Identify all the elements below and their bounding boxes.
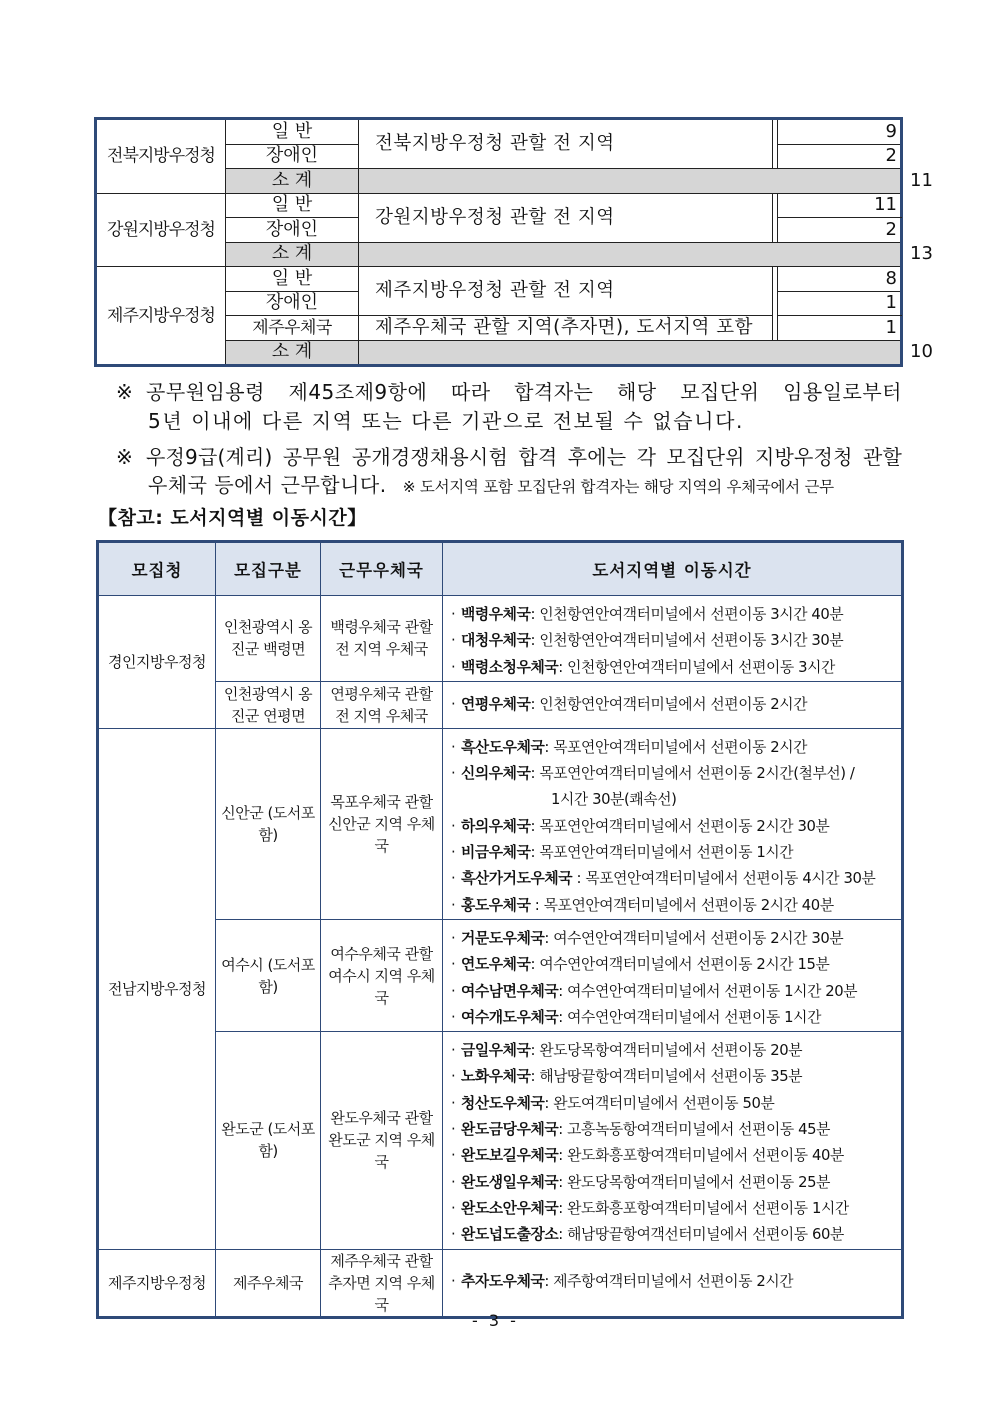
header-row [98, 542, 903, 596]
type-cell: 일 반 [226, 193, 359, 218]
org-cell: 제주지방우정청 [98, 1249, 216, 1317]
unit-cell: 여수시 (도서포함) [216, 919, 321, 1031]
travel-time-text: : 고흥녹동항여객터미널에서 선편이동 45분 [558, 1121, 830, 1139]
bullet-icon: · [451, 1273, 456, 1291]
list-item [451, 1143, 897, 1169]
post-office-name: 백령소청우체국 [461, 658, 559, 676]
count-cell: 2 [778, 144, 902, 169]
list-item [451, 602, 897, 628]
count-cell: 1 [778, 291, 902, 316]
bullet-icon: · [451, 956, 456, 974]
travel-list [443, 728, 903, 919]
table-row [98, 728, 903, 919]
list-item [451, 952, 897, 978]
travel-time-text: : 인천항연안여객터미널에서 선편이동 3시간 30분 [530, 632, 844, 650]
count-cell: 2 [778, 218, 902, 243]
bullet-icon: · [451, 606, 456, 623]
subtotal-label: 소 계 [226, 242, 359, 267]
table-row [98, 1032, 903, 1249]
post-office-name: 하의우체국 [461, 817, 531, 835]
travel-list [443, 919, 903, 1031]
type-cell: 일 반 [226, 267, 359, 292]
page-number: - 3 - [472, 1311, 519, 1330]
travel-time-text: : 목포연안여객터미널에서 선편이동 4시간 30분 [572, 870, 876, 888]
post-office-name: 완도보길우체국 [461, 1147, 559, 1165]
unit-cell: 완도군 (도서포함) [216, 1032, 321, 1249]
post-office-name: 대청우체국 [461, 632, 531, 650]
travel-time-text: : 목포연안여객터미널에서 선편이동 2시간(철부선) / [530, 765, 855, 783]
unit-cell: 인천광역시 옹진군 연평면 [216, 681, 321, 728]
list-item [451, 628, 897, 654]
travel-time-text: : 목포연안여객터미널에서 선편이동 2시간 30분 [530, 817, 830, 835]
subtotal-row: 소 계 10 [96, 340, 902, 366]
reference-mark: ※ [116, 380, 134, 404]
subtotal-row: 소 계 11 [96, 169, 902, 194]
travel-time-text: : 해남땅끝항여객터미널에서 선편이동 35분 [530, 1068, 803, 1086]
bullet-icon: · [451, 1008, 456, 1026]
list-item [451, 1064, 897, 1090]
bullet-icon: · [451, 817, 456, 835]
region-cell: 제주지방우정청 관할 전 지역 [359, 267, 773, 316]
office-cell: 완도우체국 관할 완도군 지역 우체국 [321, 1032, 443, 1249]
travel-time-text: : 목포연안여객터미널에서 선편이동 2시간 40분 [530, 896, 834, 914]
type-cell: 제주우체국 [226, 316, 359, 341]
office-cell: 연평우체국 관할 전 지역 우체국 [321, 681, 443, 728]
reference-mark: ※ [116, 445, 133, 469]
list-item [451, 1005, 897, 1031]
unit-cell: 제주우체국 [216, 1249, 321, 1317]
bullet-icon: · [451, 1068, 456, 1086]
table-row [96, 193, 902, 218]
header-travel-time: 도서지역별 이동시간 [443, 542, 903, 596]
list-item [451, 1091, 897, 1117]
post-office-name: 청산도우체국 [461, 1094, 545, 1112]
post-office-name: 흑산가거도우체국 [461, 870, 573, 888]
list-item [451, 1117, 897, 1143]
office-cell: 목포우체국 관할 신안군 지역 우체국 [321, 728, 443, 919]
region-cell: 전북지방우정청 관할 전 지역 [359, 119, 773, 169]
travel-time-text: : 완도당목항여객터미널에서 선편이동 25분 [558, 1173, 830, 1191]
type-cell: 일 반 [226, 119, 359, 145]
travel-time-text: : 인천항연안여객터미널에서 선편이동 3시간 [558, 658, 835, 676]
note-2-line-1: ※ 우정9급(계리) 공무원 공개경쟁채용시험 합격 후에는 각 모집단위 지방우정청 관할 [116, 445, 902, 469]
org-cell: 전북지방우정청 [96, 119, 226, 194]
list-item [451, 1038, 897, 1064]
travel-time-text: : 목포연안여객터미널에서 선편이동 2시간 [544, 738, 808, 756]
office-cell: 제주우체국 관할 추자면 지역 우체국 [321, 1249, 443, 1317]
list-item [451, 840, 897, 866]
table-row [98, 596, 903, 682]
office-cell: 백령우체국 관할 전 지역 우체국 [321, 596, 443, 682]
post-office-name: 완도넙도출장소 [461, 1226, 559, 1244]
count-cell: 8 [778, 267, 902, 292]
travel-time-text: : 목포연안여객터미널에서 선편이동 1시간 [530, 844, 794, 862]
list-item [451, 893, 897, 919]
bullet-icon: · [451, 1094, 456, 1112]
org-cell: 강원지방우정청 [96, 193, 226, 267]
travel-time-text: : 여수연안여객터미널에서 선편이동 2시간 30분 [544, 929, 844, 947]
travel-time-text: : 여수연안여객터미널에서 선편이동 1시간 20분 [558, 982, 858, 1000]
post-office-name: 추자도우체국 [461, 1273, 545, 1291]
travel-time-text: : 제주항여객터미널에서 선편이동 2시간 [544, 1273, 794, 1291]
list-item [451, 979, 897, 1005]
list-item [451, 1269, 897, 1295]
subtotal-label: 소 계 [226, 340, 359, 366]
subtotal-row: 소 계 13 [96, 242, 902, 267]
table-row [96, 119, 902, 145]
post-office-name: 완도금당우체국 [461, 1121, 559, 1139]
list-item [451, 761, 897, 787]
post-office-name: 백령우체국 [461, 606, 531, 623]
type-cell: 장애인 [226, 144, 359, 169]
note-2-remark: ※ 도서지역 포함 모집단위 합격자는 해당 지역의 우체국에서 근무 [402, 478, 834, 496]
bullet-icon: · [451, 1226, 456, 1244]
bullet-icon: · [451, 632, 456, 650]
note-1-line-2: 5년 이내에 다른 지역 또는 다른 기관으로 전보될 수 없습니다. [148, 409, 744, 433]
list-item [451, 1170, 897, 1196]
post-office-name: 완도생일우체국 [461, 1173, 559, 1191]
region-cell: 제주우체국 관할 지역(추자면), 도서지역 포함 [359, 316, 773, 341]
count-cell: 11 [778, 193, 902, 218]
island-travel-time-table [96, 540, 904, 1319]
list-item [451, 866, 897, 892]
travel-time-text: : 완도화흥포항여객터미널에서 선편이동 40분 [558, 1147, 844, 1165]
bullet-icon: · [451, 695, 456, 713]
reference-title: 【참고: 도서지역별 이동시간】 [98, 507, 367, 529]
travel-list [443, 596, 903, 682]
bullet-icon: · [451, 982, 456, 1000]
travel-time-text: : 여수연안여객터미널에서 선편이동 2시간 15분 [530, 956, 830, 974]
header-unit: 모집구분 [216, 542, 321, 596]
post-office-name: 흑산도우체국 [461, 738, 545, 756]
bullet-icon: · [451, 1121, 456, 1139]
travel-time-text: : 인천항연안여객터미널에서 선편이동 3시간 40분 [530, 606, 844, 623]
list-item [451, 1196, 897, 1222]
travel-time-text: : 해남땅끝항여객선터미널에서 선편이동 60분 [558, 1226, 844, 1244]
subtotal-label: 소 계 [226, 169, 359, 194]
post-office-name: 비금우체국 [461, 844, 531, 862]
post-office-name: 홍도우체국 [461, 896, 531, 914]
unit-cell: 신안군 (도서포함) [216, 728, 321, 919]
travel-list [443, 1032, 903, 1249]
bullet-icon: · [451, 1173, 456, 1191]
list-item [451, 1222, 897, 1248]
org-cell: 전남지방우정청 [98, 728, 216, 1249]
post-office-name: 여수남면우체국 [461, 982, 559, 1000]
bullet-icon: · [451, 738, 456, 756]
count-cell: 9 [778, 119, 902, 145]
type-cell: 장애인 [226, 291, 359, 316]
post-office-name: 노화우체국 [461, 1068, 531, 1086]
list-item [451, 814, 897, 840]
list-item [451, 735, 897, 761]
bullet-icon: · [451, 896, 456, 914]
travel-time-text: : 완도화흥포항여객터미널에서 선편이동 1시간 [558, 1199, 849, 1217]
post-office-name: 완도소안우체국 [461, 1199, 559, 1217]
table-row [98, 919, 903, 1031]
list-item [451, 692, 897, 718]
type-cell: 장애인 [226, 218, 359, 243]
header-org: 모집청 [98, 542, 216, 596]
note-2-line-2: 우체국 등에서 근무합니다. ※ 도서지역 포함 모집단위 합격자는 해당 지역의 우체국에서 근무 [148, 473, 834, 497]
region-cell: 강원지방우정청 관할 전 지역 [359, 193, 773, 242]
table-row [98, 681, 903, 728]
bullet-icon: · [451, 658, 456, 676]
post-office-name: 신의우체국 [461, 765, 531, 783]
unit-cell: 인천광역시 옹진군 백령면 [216, 596, 321, 682]
travel-time-text: : 인천항연안여객터미널에서 선편이동 2시간 [530, 695, 808, 713]
travel-time-text: : 완도여객터미널에서 선편이동 50분 [544, 1094, 775, 1112]
org-cell: 제주지방우정청 [96, 267, 226, 366]
bullet-icon: · [451, 844, 456, 862]
bullet-icon: · [451, 1042, 456, 1060]
bullet-icon: · [451, 1199, 456, 1217]
header-office: 근무우체국 [321, 542, 443, 596]
bullet-icon: · [451, 765, 456, 783]
list-item-continuation: 1시간 30분(쾌속선) [551, 791, 677, 809]
bullet-icon: · [451, 929, 456, 947]
count-cell: 1 [778, 316, 902, 341]
travel-time-text: : 여수연안여객터미널에서 선편이동 1시간 [558, 1008, 821, 1026]
table-row [98, 1249, 903, 1317]
bullet-icon: · [451, 870, 456, 888]
travel-list [443, 1249, 903, 1317]
post-office-name: 연도우체국 [461, 956, 531, 974]
list-item [451, 655, 897, 681]
note-1-line-1: ※ 공무원임용령 제45조제9항에 따라 합격자는 해당 모집단위 임용일로부터 [116, 380, 902, 404]
post-office-name: 여수개도우체국 [461, 1008, 559, 1026]
list-item [451, 926, 897, 952]
table-row [96, 267, 902, 292]
recruitment-quota-table [94, 117, 933, 367]
org-cell: 경인지방우정청 [98, 596, 216, 729]
bullet-icon: · [451, 1147, 456, 1165]
travel-list [443, 681, 903, 728]
post-office-name: 거문도우체국 [461, 929, 545, 947]
travel-time-text: : 완도당목항여객터미널에서 선편이동 20분 [530, 1042, 803, 1060]
post-office-name: 연평우체국 [461, 695, 531, 713]
post-office-name: 금일우체국 [461, 1042, 531, 1060]
office-cell: 여수우체국 관할 여수시 지역 우체국 [321, 919, 443, 1031]
